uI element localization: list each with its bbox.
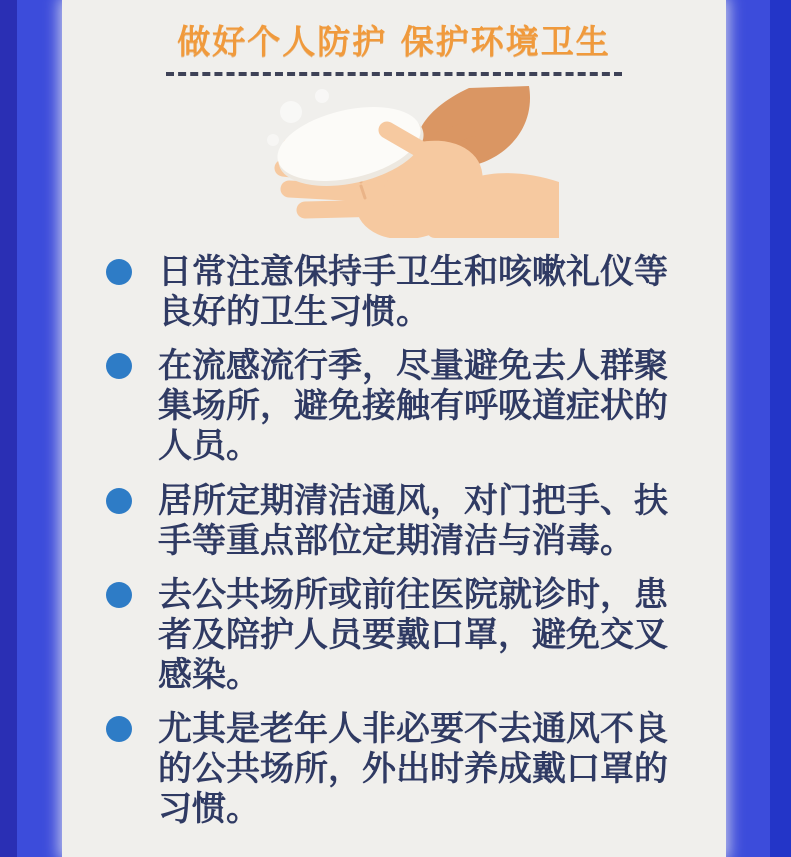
tip-text: 去公共场所或前往医院就诊时，患者及陪护人员要戴口罩，避免交叉感染。 (158, 574, 668, 695)
bullet-dot-icon (106, 259, 132, 285)
content-card (62, 0, 726, 857)
bullet-dot-icon (106, 488, 132, 514)
list-item (106, 346, 726, 466)
poster-title: 做好个人防护 保护环境卫生 (177, 22, 611, 61)
tip-text: 在流感流行季，尽量避免去人群聚集场所，避免接触有呼吸道症状的人员。 (158, 346, 668, 467)
tip-text: 尤其是老年人非必要不去通风不良的公共场所，外出时养成戴口罩的习惯。 (158, 709, 668, 830)
tip-text: 居所定期清洁通风，对门把手、扶手等重点部位定期清洁与消毒。 (158, 480, 668, 561)
list-item (106, 481, 726, 561)
list-item (106, 709, 726, 829)
bullet-dot-icon (106, 582, 132, 608)
tips-list (62, 252, 726, 829)
list-item (106, 575, 726, 695)
bullet-dot-icon (106, 353, 132, 379)
bullet-dot-icon (106, 716, 132, 742)
hands-washing-icon (229, 86, 559, 238)
list-item (106, 252, 726, 332)
title-underline (166, 72, 622, 76)
tip-text: 日常注意保持手卫生和咳嗽礼仪等良好的卫生习惯。 (158, 252, 668, 333)
